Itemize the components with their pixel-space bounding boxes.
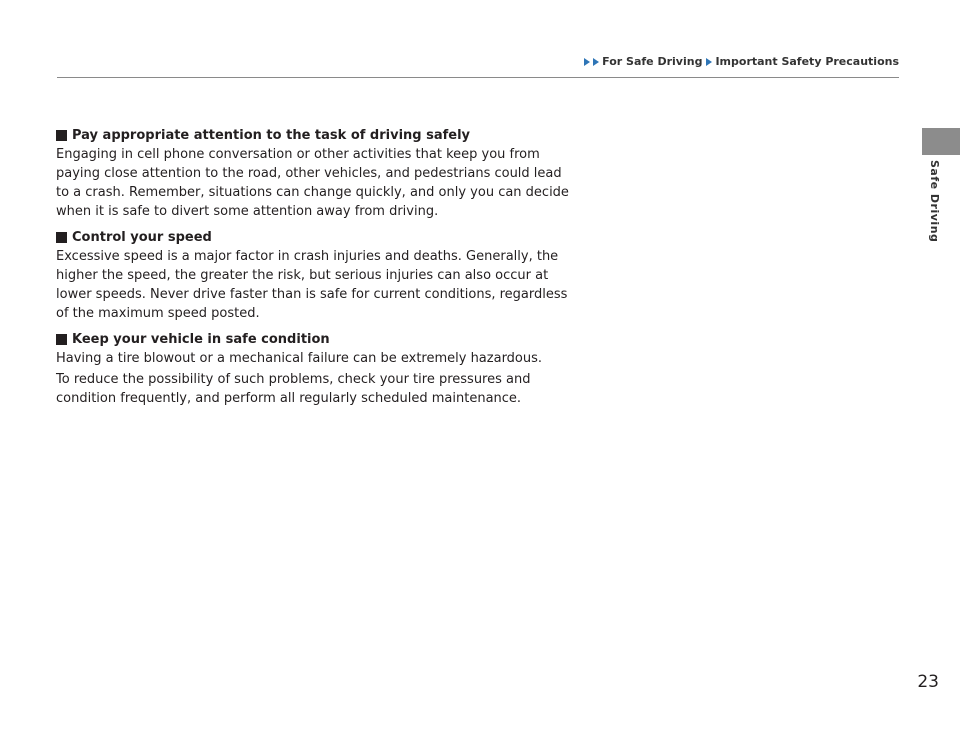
section-heading [56, 330, 576, 349]
section-heading-text: Control your speed [72, 230, 212, 245]
section-speed [56, 228, 576, 323]
section-heading-text: Keep your vehicle in safe condition [72, 332, 330, 347]
square-bullet-icon [56, 334, 67, 345]
section-body [56, 247, 576, 323]
section-body [56, 145, 576, 221]
section-vehicle-condition [56, 330, 576, 408]
page-content [56, 126, 576, 415]
section-body [56, 349, 576, 408]
paragraph: Engaging in cell phone conversation or other activities that keep you from paying close attention to the road, other vehicles, and pedestrians could lead to a crash. Remember, situations can change quickly, and only you can decide when it is safe to divert some attention away from driving. [56, 147, 569, 219]
section-heading [56, 228, 576, 247]
square-bullet-icon [56, 130, 67, 141]
square-bullet-icon [56, 232, 67, 243]
section-tab-marker[interactable] [922, 128, 960, 155]
breadcrumb-item-important-safety-precautions[interactable]: Important Safety Precautions [715, 55, 899, 68]
page-number: 23 [917, 672, 939, 692]
paragraph: To reduce the possibility of such problems, check your tire pressures and condition frequently, and perform all regularly scheduled maintenance. [56, 372, 531, 406]
breadcrumb-arrow-icon [593, 58, 599, 66]
section-tab-label: Safe Driving [928, 160, 941, 243]
section-heading [56, 126, 576, 145]
breadcrumb-item-for-safe-driving[interactable]: For Safe Driving [602, 55, 703, 68]
paragraph: Having a tire blowout or a mechanical failure can be extremely hazardous. [56, 351, 543, 366]
paragraph: Excessive speed is a major factor in crash injuries and deaths. Generally, the higher the speed, the greater the risk, but serious injuries can also occur at lower speeds. Never drive faster than is safe for current conditions, regardless of the maximum speed posted. [56, 249, 568, 321]
header-divider [57, 77, 899, 78]
breadcrumb-arrow-icon [584, 58, 590, 66]
breadcrumb-arrow-icon [706, 58, 712, 66]
breadcrumb [584, 55, 899, 68]
section-heading-text: Pay appropriate attention to the task of driving safely [72, 128, 471, 143]
section-attention [56, 126, 576, 221]
